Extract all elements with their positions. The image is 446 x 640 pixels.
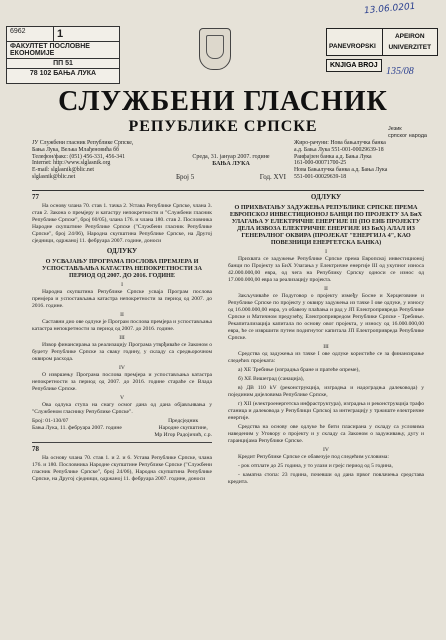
stamp-faculty: ФАКУЛТЕТ ПОСЛОВНЕ ЕКОНОМИЈЕ — [10, 43, 90, 57]
bank-info — [294, 140, 424, 181]
publisher-line: ЈУ Службени гласник Републике Српске, — [32, 140, 134, 146]
section-number: III — [323, 344, 329, 350]
decision-title: ОДЛУКУ — [106, 247, 138, 255]
stamp-shelf: ПП 51 — [53, 60, 73, 67]
handwritten-reference: 135/08 — [386, 66, 414, 77]
coat-of-arms-icon — [199, 28, 231, 70]
item-number: 78 — [32, 445, 39, 453]
list-item: а) ХЕ Требиње (изградња бране и пратеће опреме), — [238, 367, 360, 373]
bank-line: Жиро-рачуни: Нова бањалучка банка — [294, 140, 386, 146]
university-stamp — [326, 28, 438, 82]
right-column — [228, 194, 424, 488]
intro-paragraph: На основу члана 70. став 1. и 2. и 6. Устава Републике Српске, члана 176. и 180. Пословника Народне скупштине Републике Српске ("Службени гласник Републике Српске", број 24/06), Народна скупштина Републике Српске, на Другој сједници, одржаној 11. фебруара 2007. године, доноси — [32, 455, 212, 482]
stamp-code: 6962 — [7, 27, 54, 41]
stamp-row — [7, 59, 119, 69]
section-paragraph: О извршењу Програма послова премјера и успостављања катастра непокретности за период од 2007. до 2016. године стараће се Влада Републике Српске. — [32, 372, 212, 392]
section-number: I — [121, 282, 123, 288]
item-number: 77 — [32, 193, 39, 201]
stamp-city: 78 102 БАЊА ЛУКА — [29, 70, 97, 77]
publisher-line: E-mail: slglasnik@blic.net — [32, 167, 95, 174]
stamp-count: 1 — [57, 28, 64, 40]
header-rule — [32, 190, 424, 191]
publisher-line: Internet: http://www.slglasnik.org — [32, 160, 111, 167]
section-number: I — [325, 249, 327, 255]
bank-line: а.д. Бања Лука 551-001-00029639-18 — [294, 146, 384, 153]
section-paragraph: Извор финансирања за реализацију Програма утврђиваће се Законом о буџету Републике Српске за сваку годину, у складу са средњорочном оквиром расхода. — [32, 342, 212, 362]
section-paragraph: Прихвата се задужење Републике Српске према Европској инвестиционој банци по Пројекту за БиХ Улагања у Електричне енергије III од укупног износа 42.000.000,00 евра, од чега на Републику Српску односи се износ од 17.000.000,00 евра за реализацију пројекта. — [228, 256, 424, 283]
stamp-apeiron: APEIRON — [394, 33, 425, 40]
issue-number: Број 5 — [176, 172, 195, 181]
section-paragraph: Саставни дио ове одлуке је Програм послова премјера и успостављања катастра непокретности за период од 2007. до 2016. године. — [32, 319, 212, 332]
section-number: IV — [119, 365, 125, 371]
section-paragraph: Средства на основу ове одлуке ће бити пласирана у складу са условима наведеним у Уговору о пројекту и у складу са Законом о задуживању, дугу и гаранцијама Републике Српске. — [228, 424, 424, 444]
decision-title: ОДЛУКУ — [310, 193, 342, 201]
handwritten-number: 13.06.0201 — [363, 1, 416, 17]
section-number: II — [324, 286, 328, 292]
bank-line: 161-000-00071700-25 — [294, 160, 347, 167]
signature-block — [32, 418, 212, 439]
list-item: - каматна стопа: 23 година, почевши од дана првог повлачења средстава кредита. — [228, 472, 424, 485]
stamp-name-left: PANEVROPSKI — [327, 29, 383, 55]
section-paragraph: Народна скупштина Републике Српске усваја Програм послова премјера и успостављања катастра непокретности за период од 2007. до 2016. године. — [32, 289, 212, 309]
publisher-info — [32, 140, 172, 181]
section-paragraph: Закључиваће се Подуговор о пројекту између Босне и Херцеговине и Републике Српске по пројекту у оквиру задужења из тачке I ове одлуке, у износу од 16.000.000,00 евра, уз обавезу плаћања и рад у ЈП Електропривреда Републике Српске и Матичном предузећу, Електропривредом Републике Српске - Требиње. Рекапитализација капитала по основу овог пројекта, у износу од 16.000.000,00 евра, ће се извршити путем подигнутог капитала ЈП Електропривреда Републике Српске. — [228, 293, 424, 341]
library-stamp — [6, 26, 120, 84]
issue-info — [176, 154, 286, 180]
list-item: г) XII (електроенергетска инфраструктура), изградња и реконструкција трафо станица и далековода у Републици Српској за интеграцију у тржиште електричне енергије. — [228, 401, 424, 421]
stamp-row — [7, 69, 119, 78]
stamp-row — [7, 42, 119, 59]
issue-city: БАЊА ЛУКА — [212, 160, 250, 167]
bank-line: Нова Бањалучка банка а.д. Бања Лука — [294, 167, 388, 174]
masthead — [32, 140, 424, 188]
issue-date: Среда, 31. јануар 2007. године — [192, 154, 270, 160]
stamp-book-number: KNJIGA BROJ — [326, 59, 382, 72]
section-paragraph: Кредит Републике Српске се обавезује под следећим условима: — [238, 454, 389, 460]
publisher-line: Телефон/факс: (051) 456-331, 456-341 — [32, 153, 125, 160]
issue-row — [176, 174, 286, 181]
language-note: Језик српског народа — [388, 126, 427, 139]
stamp-box — [326, 28, 438, 56]
list-item: в) ДВ 110 kV (реконструкција, изградња и надоградња далековода) у појединим дијеловима Републике Српске, — [228, 385, 424, 398]
section-number: II — [120, 312, 124, 318]
section-number: V — [119, 395, 125, 401]
stamp-row — [7, 27, 119, 42]
gazette-subtitle: РЕПУБЛИКЕ СРПСКЕ — [128, 118, 318, 135]
signatory: Предсједник Народне скупштине, Мр Игор Радојичић, с.р. — [154, 418, 212, 438]
section-paragraph: Ова одлука ступа на снагу осмог дана од дана објављивања у "Службеном гласнику Републике Српске". — [32, 402, 212, 415]
stamp-name-right — [383, 29, 438, 55]
publisher-line: Бања Лука, Вељка Млађеновића бб — [32, 146, 120, 153]
bank-line: Раифајзен банка а.д. Бања Лука — [294, 153, 372, 160]
list-item: б) ХЕ Вишеград (санација), — [238, 376, 304, 382]
intro-paragraph: На основу члана 70. став 1. тачка 2. Устава Републике Српске, члана 3. став 2. Закона о премјеру и катастру непокретности и "Службени гласник Републике Српске", број 60/05), члана 176. и члана 180. став 2. Пословника Народне скупштине Републике Српске ("Службени гласник Републике Српске", број 24/06), Народна скупштина Републике Српске, на Другој сједници, одржаној 11. фебруара 2007. године, доноси — [32, 203, 212, 244]
item-separator — [32, 442, 212, 443]
issue-year: Год. XVI — [259, 172, 286, 181]
publisher-line: slglasnik@blic.net — [32, 173, 76, 180]
section-paragraph: Средства од задужења из тачке I ове одлуке користиће се за финансирање следећих пројеката: — [228, 351, 424, 364]
decision-subject: О УСВАЈАЊУ ПРОГРАМА ПОСЛОВА ПРЕМЈЕРА И УСПОСТАВЉАЊА КАТАСТРА НЕПОКРЕТНОСТИ ЗА ПЕРИОД ОД 2007. ДО 2016. ГОДИНЕ — [42, 258, 202, 279]
section-number: IV — [323, 447, 329, 453]
gazette-title: СЛУЖБЕНИ ГЛАСНИК — [58, 86, 388, 117]
left-column — [32, 194, 212, 485]
section-number: III — [119, 335, 125, 341]
list-item: - рок отплате до 25 година, у то улази и грејс период од 5 година, — [238, 463, 393, 469]
decision-subject: О ПРИХВАТАЊУ ЗАДУЖЕЊА РЕПУБЛИКЕ СРПСКЕ ПРЕМА ЕВРОПСКОЈ ИНВЕСТИЦИОНОЈ БАНЦИ ПО ПРОЈЕКТУ ЗА БиХ УЛАГАЊА У ЕЛЕКТРИЧНЕ ЕНЕРГИЈЕ III (ПО ЕИБ ПРОЈЕКТУ ДЕЛА ИЗВОЗА ЕЛЕКТРИЧНЕ ЕНЕРГИЈЕ ИЗ БиХ) АЛАЛ ИЗ ГЕНЕРАЛНОГ ОКВИРА (ПРОЈЕКАТ "ЕНЕРГИЈА 4", КАО ПОВЕЗНИЦИ ЕНЕРГЕТСКА БАНКА) — [229, 204, 423, 246]
stamp-university: UNIVERZITET — [388, 44, 432, 51]
reference-number: Број: 01-130/07 Бања Лука, 11. фебруара 2007. године — [32, 418, 122, 431]
bank-line: 551-001-00029639-18 — [294, 173, 347, 180]
